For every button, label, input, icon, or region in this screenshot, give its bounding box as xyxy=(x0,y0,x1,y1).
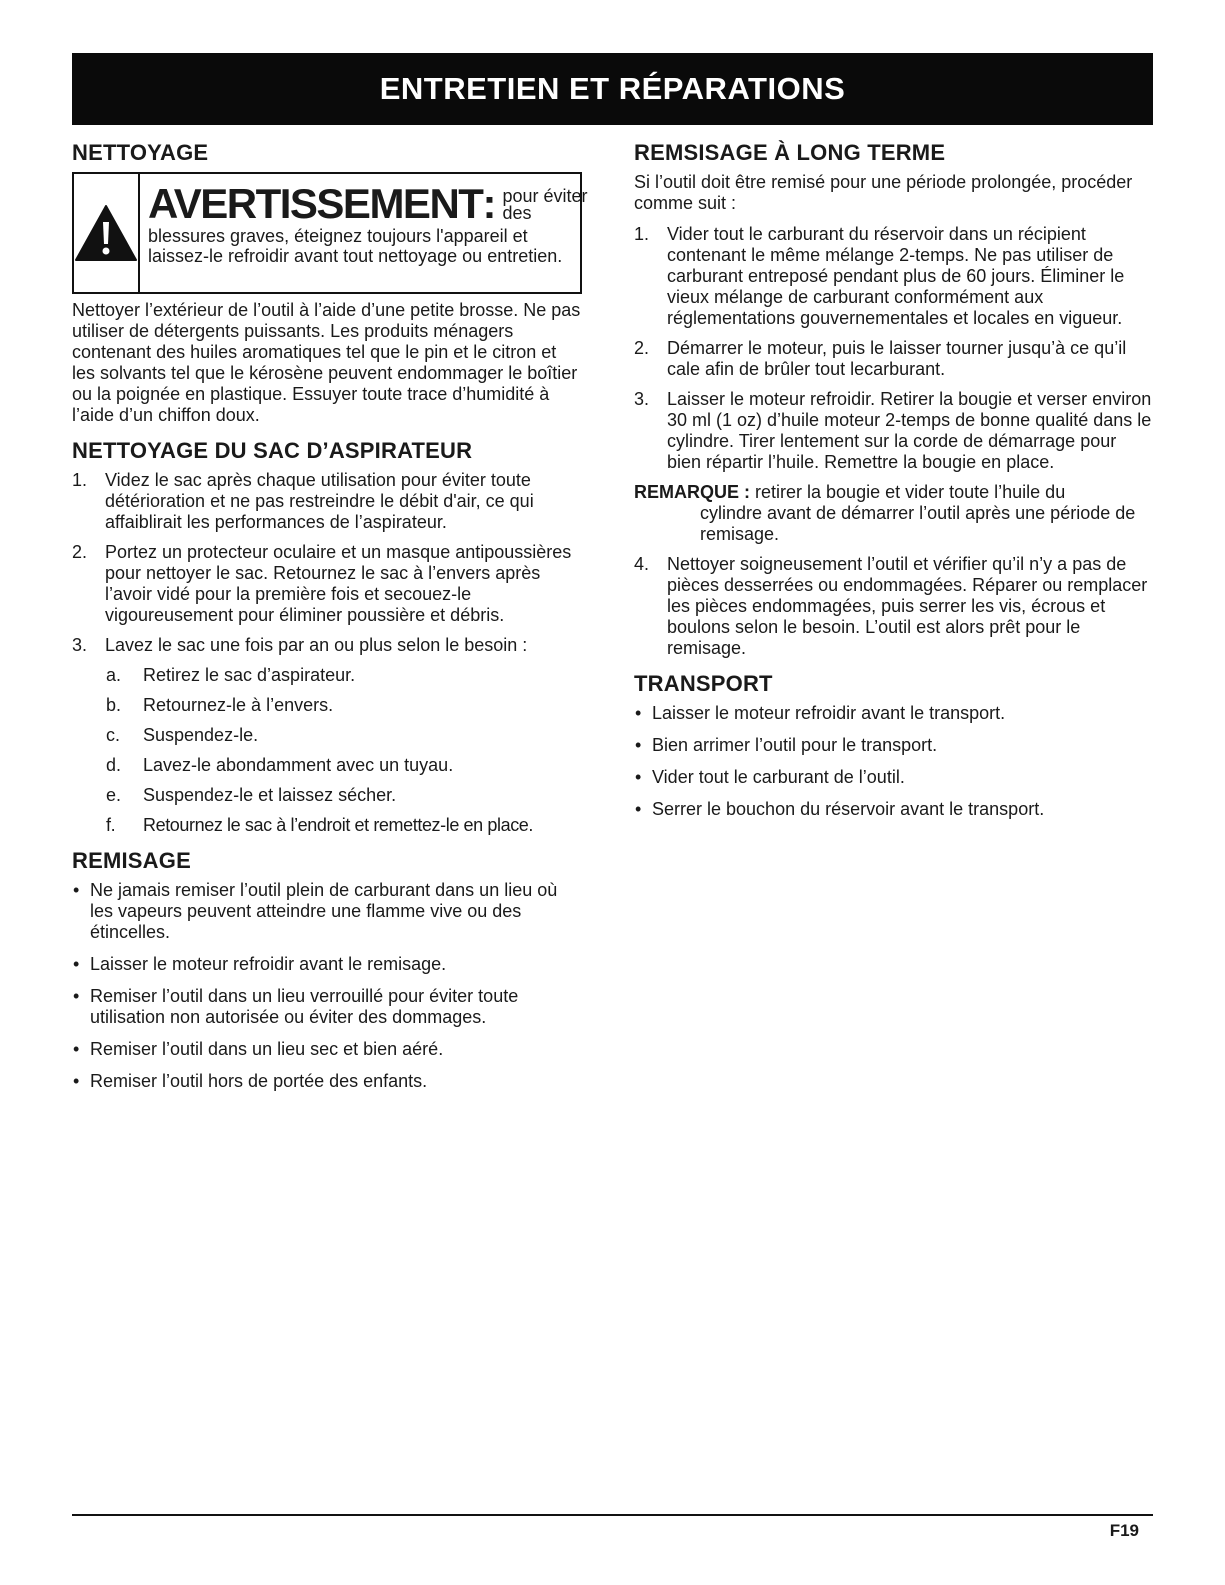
sub-letter: b. xyxy=(106,695,122,715)
sub-letter: a. xyxy=(106,665,122,685)
bag-steps xyxy=(72,470,582,836)
list-item xyxy=(634,338,1154,380)
sub-text: Retirez le sac d’aspirateur. xyxy=(143,665,356,685)
item-number: 2. xyxy=(72,542,88,562)
item-number: 3. xyxy=(634,389,650,409)
warning-box xyxy=(72,172,588,294)
warning-head xyxy=(148,176,592,226)
list-item: • Remiser l’outil dans un lieu sec et bien aéré. xyxy=(72,1039,582,1060)
storage-section xyxy=(72,848,582,1092)
cleaning-heading: NETTOYAGE xyxy=(72,140,209,165)
left-column xyxy=(72,140,588,1104)
list-item: • Vider tout le carburant de l’outil. xyxy=(634,767,1154,788)
sub-letter: f. xyxy=(106,815,116,835)
list-item: • Bien arrimer l’outil pour le transport. xyxy=(634,735,1154,756)
sub-list-item xyxy=(105,755,582,776)
list-item xyxy=(634,389,1154,473)
page-title: ENTRETIEN ET RÉPARATIONS xyxy=(379,71,846,106)
page-banner xyxy=(72,53,1153,125)
sub-letter: c. xyxy=(106,725,121,745)
remark-first-line: retirer la bougie et vider toute l’huile du xyxy=(755,482,1066,502)
longterm-steps xyxy=(634,224,1154,473)
list-item: • Laisser le moteur refroidir avant le transport. xyxy=(634,703,1154,724)
list-item xyxy=(72,542,582,626)
list-item xyxy=(72,635,582,836)
list-item: • Remiser l’outil hors de portée des enfants. xyxy=(72,1071,582,1092)
sub-list-item xyxy=(105,695,582,716)
sub-list-item xyxy=(105,725,582,746)
list-item xyxy=(72,470,582,533)
sub-list-item xyxy=(105,785,582,806)
cleaning-section xyxy=(72,140,588,426)
warning-triangle-icon xyxy=(74,204,138,262)
sub-text: Suspendez-le. xyxy=(143,725,259,745)
storage-bullets xyxy=(72,880,582,1092)
item-number: 2. xyxy=(634,338,650,358)
item-text: Nettoyer soigneusement l’outil et vérifier qu’il n’y a pas de pièces desserrées ou endommagées. Réparer ou remplacer les pièces endommagées, puis serrer les vis, écrous et boulons selon le besoin. L’outil est alors prêt pour le remisage. xyxy=(667,554,1148,658)
list-item: • Remiser l’outil dans un lieu verrouillé pour éviter toute utilisation non autorisée ou éviter des dommages. xyxy=(72,986,582,1028)
remark-label: REMARQUE : xyxy=(634,482,750,502)
longterm-intro: Si l’outil doit être remisé pour une période prolongée, procéder comme suit : xyxy=(634,172,1133,213)
remark-note xyxy=(634,482,1154,545)
sub-list-item xyxy=(105,815,582,836)
transport-section xyxy=(634,671,1154,820)
storage-heading: REMISAGE xyxy=(72,848,191,873)
page-number: F19 xyxy=(1109,1521,1139,1540)
sub-list-item xyxy=(105,665,582,686)
sub-text: Lavez-le abondamment avec un tuyau. xyxy=(143,755,454,775)
item-number: 1. xyxy=(634,224,650,244)
warning-text xyxy=(140,174,598,292)
warning-icon-cell xyxy=(74,174,140,292)
warning-colon: : xyxy=(482,180,497,227)
longterm-section xyxy=(634,140,1154,659)
list-item: • Ne jamais remiser l’outil plein de carburant dans un lieu où les vapeurs peuvent atteindre une flamme vive ou des étincelles. xyxy=(72,880,582,943)
longterm-step-4 xyxy=(634,554,1154,659)
sub-text: Retournez le sac à l’endroit et remettez-le en place. xyxy=(143,815,534,835)
item-text: Démarrer le moteur, puis le laisser tourner jusqu’à ce qu’il cale afin de brûler tout lecarburant. xyxy=(667,338,1127,379)
cleaning-paragraph: Nettoyer l’extérieur de l’outil à l’aide d’une petite brosse. Ne pas utiliser de détergents puissants. Les produits ménagers contenant des huiles aromatiques tel que le pin et le citron et les solvants tel que le kérosène peuvent endommager le boîtier ou la poignée en plastique. Essuyer toute trace d’humidité à l’aide d’un chiffon doux. xyxy=(72,300,581,425)
list-item xyxy=(634,224,1154,329)
sub-letter: d. xyxy=(106,755,122,775)
item-number: 1. xyxy=(72,470,88,490)
list-item xyxy=(634,554,1154,659)
footer-rule xyxy=(72,1514,1153,1516)
item-number: 4. xyxy=(634,554,650,574)
bag-section xyxy=(72,438,582,836)
sub-text: Suspendez-le et laissez sécher. xyxy=(143,785,397,805)
item-number: 3. xyxy=(72,635,88,655)
item-text: Portez un protecteur oculaire et un masque antipoussières pour nettoyer le sac. Retournez le sac à l’envers après l’avoir vidé pour la première fois et secouez-le vigoureusement pour éliminer poussière et débris. xyxy=(105,542,572,625)
transport-bullets xyxy=(634,703,1154,820)
list-item: • Serrer le bouchon du réservoir avant le transport. xyxy=(634,799,1154,820)
item-text: Lavez le sac une fois par an ou plus selon le besoin : xyxy=(105,635,528,655)
warning-title: AVERTISSEMENT xyxy=(148,180,483,227)
remark-body: cylindre avant de démarrer l’outil après une période de remisage. xyxy=(700,503,1136,544)
warning-lead: pour éviter des xyxy=(502,186,588,223)
right-column xyxy=(634,140,1154,832)
sub-text: Retournez-le à l’envers. xyxy=(143,695,334,715)
sub-letter: e. xyxy=(106,785,122,805)
bag-substeps xyxy=(105,665,582,836)
transport-heading: TRANSPORT xyxy=(634,671,773,696)
warning-body: blessures graves, éteignez toujours l'appareil et laissez-le refroidir avant tout nettoyage ou entretien. xyxy=(148,226,563,266)
item-text: Vider tout le carburant du réservoir dans un récipient contenant le même mélange 2-temps. Ne pas utiliser de carburant entreposé pendant plus de 60 jours. Éliminer le vieux mélange de carburant conformément aux réglementations gouvernementales et locales en vigueur. xyxy=(667,224,1125,328)
item-text: Videz le sac après chaque utilisation pour éviter toute détérioration et ne pas restreindre le débit d'air, ce qui affaiblirait les performances de l’aspirateur. xyxy=(105,470,534,532)
list-item: • Laisser le moteur refroidir avant le remisage. xyxy=(72,954,582,975)
item-text: Laisser le moteur refroidir. Retirer la bougie et verser environ 30 ml (1 oz) d’huile moteur 2-temps de bonne qualité dans le cylindre. Tirer lentement sur la corde de démarrage pour bien répartir l’huile. Remettre la bougie en place. xyxy=(667,389,1152,472)
longterm-heading: REMSISAGE À LONG TERME xyxy=(634,140,946,165)
bag-heading: NETTOYAGE DU SAC D’ASPIRATEUR xyxy=(72,438,473,463)
